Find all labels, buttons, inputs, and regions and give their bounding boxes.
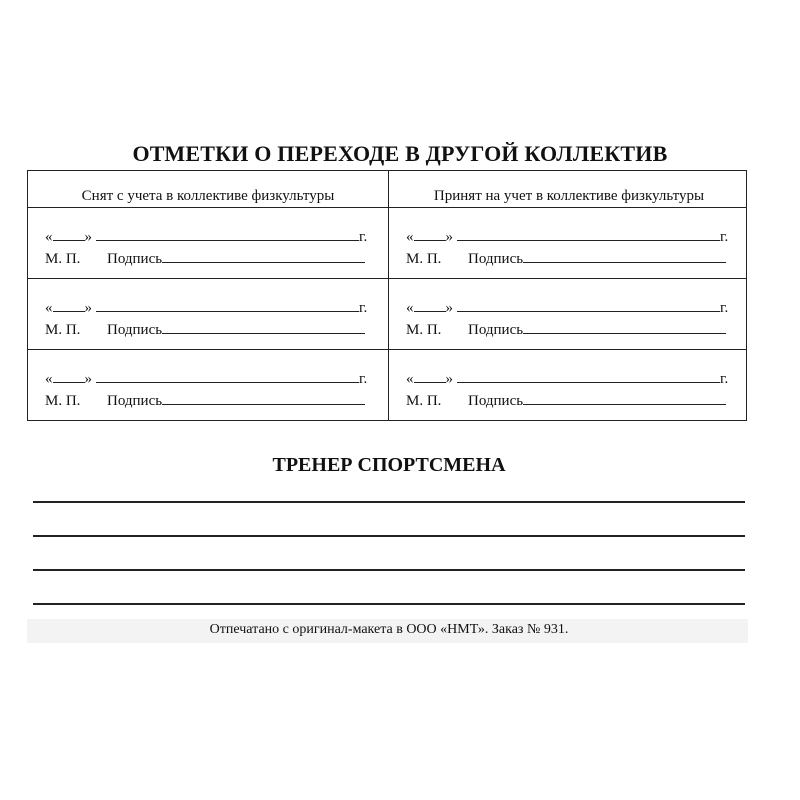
signature-blank[interactable] [162,249,365,263]
day-blank[interactable] [414,369,446,383]
coach-title: ТРЕНЕР СПОРТСМЕНА [272,454,506,476]
column-header-right: Принят на учет в коллективе физкультуры [433,188,705,204]
day-blank[interactable] [53,369,85,383]
print-footer: Отпечатано с оригинал-макета в ООО «НМТ». Заказ № 931. [209,622,569,637]
signature-blank[interactable] [523,391,726,405]
stamp-label: М. П. [45,393,81,409]
date-blank[interactable] [96,227,359,241]
signature-blank[interactable] [523,249,726,263]
stamp-label: М. П. [406,393,442,409]
page-title: ОТМЕТКИ О ПЕРЕХОДЕ В ДРУГОЙ КОЛЛЕКТИВ [132,141,668,166]
signature-label: Подпись [468,251,524,267]
coach-writing-line[interactable] [33,535,745,537]
right-cell-2: « » г. М. П. Подпись [406,300,729,338]
left-cell-1: « » г. М. П. Подпись [45,229,368,267]
day-blank[interactable] [414,298,446,312]
day-blank[interactable] [53,298,85,312]
coach-writing-line[interactable] [33,501,745,503]
stamp-label: М. П. [406,251,442,267]
signature-label: Подпись [468,393,524,409]
right-cell-1: « » г. М. П. Подпись [406,229,729,267]
column-header-left: Снят с учета в коллективе физкультуры [81,188,335,204]
coach-writing-line[interactable] [33,603,745,605]
coach-writing-line[interactable] [33,569,745,571]
left-cell-3: « » г. М. П. Подпись [45,371,368,409]
signature-blank[interactable] [162,391,365,405]
signature-blank[interactable] [523,320,726,334]
day-blank[interactable] [53,227,85,241]
stamp-label: М. П. [406,322,442,338]
day-blank[interactable] [414,227,446,241]
date-blank[interactable] [457,227,720,241]
date-blank[interactable] [96,298,359,312]
date-blank[interactable] [457,369,720,383]
left-cell-2: « » г. М. П. Подпись [45,300,368,338]
stamp-label: М. П. [45,322,81,338]
signature-blank[interactable] [162,320,365,334]
right-cell-3: « » г. М. П. Подпись [406,371,729,409]
date-blank[interactable] [457,298,720,312]
signature-label: Подпись [107,251,163,267]
signature-label: Подпись [107,393,163,409]
stamp-label: М. П. [45,251,81,267]
date-blank[interactable] [96,369,359,383]
signature-label: Подпись [107,322,163,338]
signature-label: Подпись [468,322,524,338]
transfer-table [27,170,747,421]
